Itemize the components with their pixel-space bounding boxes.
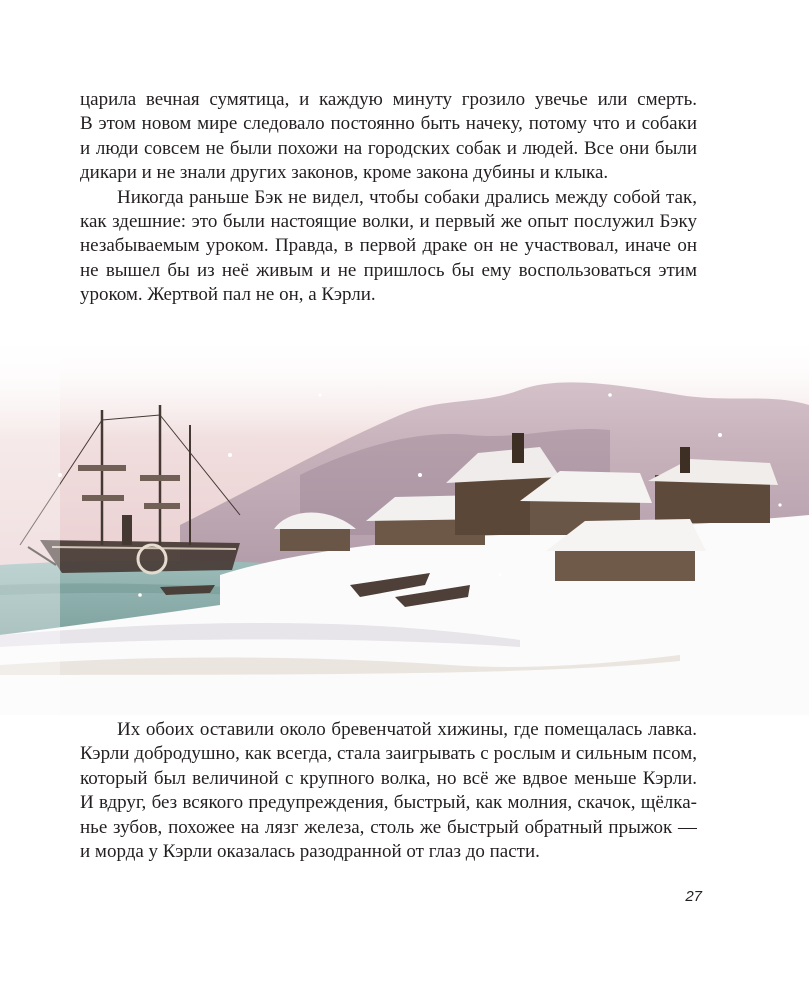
text-line: и морда у Кэрли оказалась разодранной от глаз до пасти.: [80, 841, 540, 863]
text-line: Никогда раньше Бэк не видел, чтобы собаки дрались между собой так,: [117, 186, 697, 208]
bottom-paragraphs: [80, 718, 697, 864]
text-line: и люди совсем не были похожи на городских собак и людей. Все они были: [80, 137, 697, 159]
page-number: 27: [685, 888, 702, 905]
text-line: дикари и не знали других законов, кроме закона дубины и клыка.: [80, 162, 609, 184]
text-line: незабываемым уроком. Правда, в первой драке он не участвовал, иначе он: [80, 235, 697, 257]
top-paragraphs: [80, 88, 697, 308]
text-line: не вышел бы из неё живым и не пришлось бы ему воспользоваться этим: [80, 259, 697, 281]
text-line: В этом новом мире следовало постоянно быть начеку, потому что и собаки: [80, 113, 697, 135]
text-line: как здешние: это были настоящие волки, и первый же опыт послужил Бэку: [80, 211, 697, 233]
text-line: нье зубов, похожее на лязг железа, столь же быстрый обратный прыжок —: [80, 816, 697, 838]
text-line: уроком. Жертвой пал не он, а Кэрли.: [80, 284, 376, 306]
text-line: Кэрли добродушно, как всегда, стала заигрывать с рослым и сильным псом,: [80, 743, 697, 765]
text-line: И вдруг, без всякого предупреждения, быстрый, как молния, скачок, щёлка-: [80, 792, 697, 814]
text-line: который был величиной с крупного волка, но всё же вдвое меньше Кэрли.: [80, 767, 697, 789]
text-line: царила вечная сумятица, и каждую минуту грозило увечье или смерть.: [80, 89, 697, 110]
winter-harbor-illustration: [0, 335, 809, 715]
text-line: Их обоих оставили около бревенчатой хижины, где помещалась лавка.: [117, 719, 697, 740]
